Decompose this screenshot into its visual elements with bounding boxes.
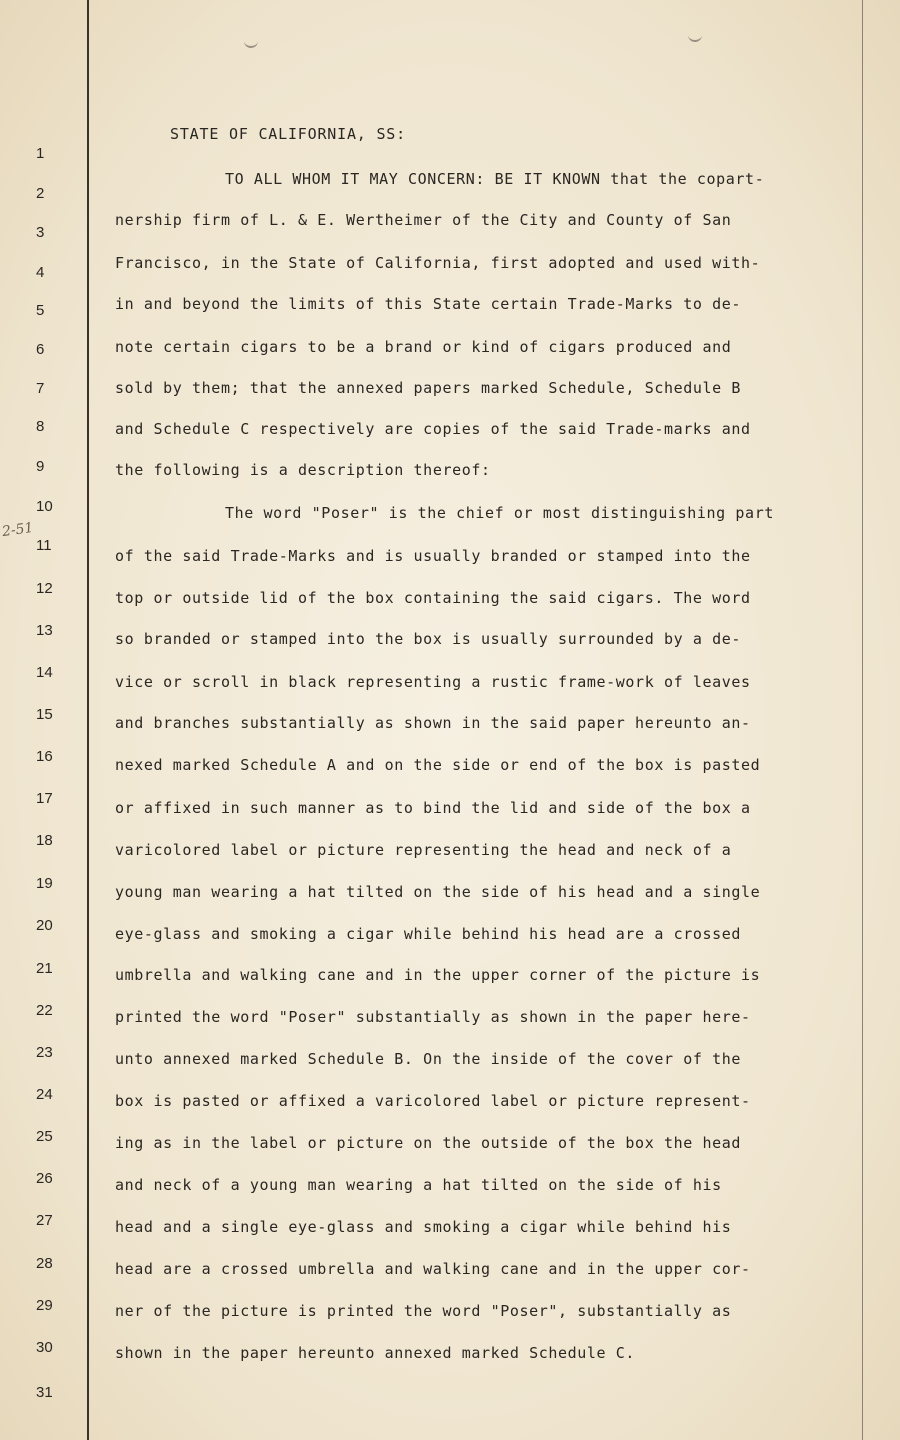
line-number: 2 xyxy=(36,185,45,202)
line-number: 22 xyxy=(36,1002,53,1019)
text-line: and neck of a young man wearing a hat tilted on the side of his xyxy=(115,1176,722,1194)
text-line: shown in the paper hereunto annexed marked Schedule C. xyxy=(115,1344,636,1362)
line-number: 21 xyxy=(36,960,53,977)
text-line: head and a single eye-glass and smoking a cigar while behind his xyxy=(115,1218,732,1236)
line-number: 12 xyxy=(36,580,53,597)
text-line: the following is a description thereof: xyxy=(115,461,491,479)
text-line: box is pasted or affixed a varicolored label or picture represent- xyxy=(115,1092,751,1110)
line-number: 5 xyxy=(36,302,45,319)
line-number: 25 xyxy=(36,1128,53,1145)
text-line: in and beyond the limits of this State certain Trade-Marks to de- xyxy=(115,295,741,313)
line-number: 18 xyxy=(36,832,53,849)
line-number: 1 xyxy=(36,145,45,162)
text-line: eye-glass and smoking a cigar while behind his head are a crossed xyxy=(115,925,741,943)
text-line: The word "Poser" is the chief or most distinguishing part xyxy=(225,504,774,522)
punch-hole-mark xyxy=(688,30,702,42)
text-line: head are a crossed umbrella and walking cane and in the upper cor- xyxy=(115,1260,751,1278)
line-number: 9 xyxy=(36,458,45,475)
line-number: 20 xyxy=(36,917,53,934)
line-number: 6 xyxy=(36,341,45,358)
line-number: 26 xyxy=(36,1170,53,1187)
text-line: or affixed in such manner as to bind the lid and side of the box a xyxy=(115,799,751,817)
right-margin-rule xyxy=(862,0,863,1440)
line-number: 31 xyxy=(36,1384,53,1401)
line-number: 4 xyxy=(36,264,45,281)
line-number-column xyxy=(0,0,80,1440)
text-line: and Schedule C respectively are copies of the said Trade-marks and xyxy=(115,420,751,438)
text-line: Francisco, in the State of California, first adopted and used with- xyxy=(115,254,761,272)
text-line: vice or scroll in black representing a rustic frame-work of leaves xyxy=(115,673,751,691)
text-line: top or outside lid of the box containing the said cigars. The word xyxy=(115,589,751,607)
line-number: 10 xyxy=(36,498,53,515)
text-line: varicolored label or picture representing the head and neck of a xyxy=(115,841,732,859)
line-number: 13 xyxy=(36,622,53,639)
text-line: printed the word "Poser" substantially as shown in the paper here- xyxy=(115,1008,751,1026)
text-line: note certain cigars to be a brand or kind of cigars produced and xyxy=(115,338,732,356)
text-line: ing as in the label or picture on the outside of the box the head xyxy=(115,1134,741,1152)
line-number: 27 xyxy=(36,1212,53,1229)
text-line: umbrella and walking cane and in the upper corner of the picture is xyxy=(115,966,761,984)
text-line: and branches substantially as shown in the said paper hereunto an- xyxy=(115,714,751,732)
text-line: so branded or stamped into the box is usually surrounded by a de- xyxy=(115,630,741,648)
line-number: 23 xyxy=(36,1044,53,1061)
text-line: sold by them; that the annexed papers marked Schedule, Schedule B xyxy=(115,379,741,397)
line-number: 3 xyxy=(36,224,45,241)
text-line: nership firm of L. & E. Wertheimer of the City and County of San xyxy=(115,211,732,229)
line-number: 8 xyxy=(36,418,45,435)
punch-hole-mark xyxy=(244,36,258,48)
line-number: 17 xyxy=(36,790,53,807)
line-number: 16 xyxy=(36,748,53,765)
text-line: of the said Trade-Marks and is usually branded or stamped into the xyxy=(115,547,751,565)
line-number: 29 xyxy=(36,1297,53,1314)
text-line: unto annexed marked Schedule B. On the inside of the cover of the xyxy=(115,1050,741,1068)
handwritten-margin-note: 2-51 xyxy=(1,519,35,541)
line-number: 15 xyxy=(36,706,53,723)
text-line: young man wearing a hat tilted on the side of his head and a single xyxy=(115,883,761,901)
line-number: 14 xyxy=(36,664,53,681)
line-number: 28 xyxy=(36,1255,53,1272)
text-line: nexed marked Schedule A and on the side or end of the box is pasted xyxy=(115,756,761,774)
line-number: 30 xyxy=(36,1339,53,1356)
line-number: 24 xyxy=(36,1086,53,1103)
document-heading: STATE OF CALIFORNIA, SS: xyxy=(170,125,406,143)
line-number: 19 xyxy=(36,875,53,892)
line-number: 11 xyxy=(36,537,52,554)
line-number: 7 xyxy=(36,380,45,397)
text-line: ner of the picture is printed the word "Poser", substantially as xyxy=(115,1302,732,1320)
text-line: TO ALL WHOM IT MAY CONCERN: BE IT KNOWN that the copart- xyxy=(225,170,765,188)
left-margin-rule xyxy=(87,0,89,1440)
